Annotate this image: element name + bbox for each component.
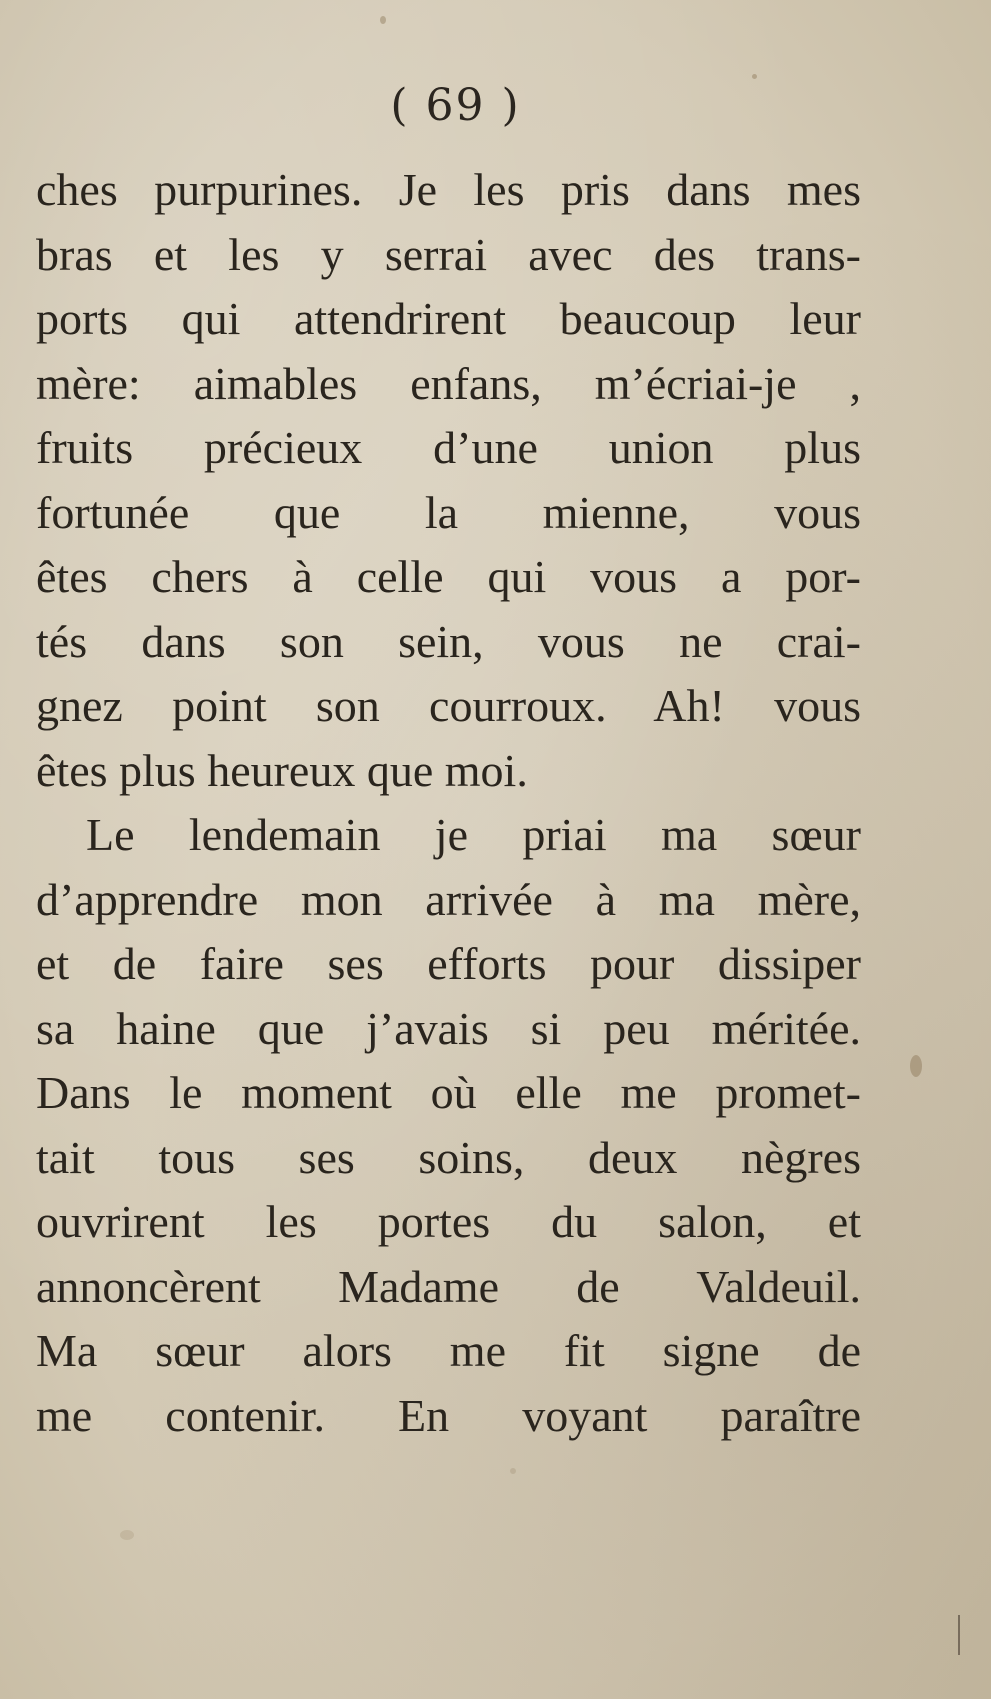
ink-speck (910, 1055, 922, 1077)
ink-speck (510, 1468, 516, 1474)
text-line: êtes chers à celle qui vous a por- (36, 551, 861, 602)
text-line: gnez point son courroux. Ah! vous (36, 680, 861, 731)
text-line: annoncèrent Madame de Valdeuil. (36, 1260, 861, 1312)
ink-speck (752, 74, 757, 79)
text-line: tés dans son sein, vous ne crai- (36, 615, 861, 667)
page-number: ( 69 ) (390, 80, 521, 131)
text-line: mère: aimables enfans, m’écriai-je , (36, 357, 861, 409)
text-line: d’apprendre mon arrivée à ma mère, (36, 873, 861, 925)
text-line: Le lendemain je priai ma sœur (86, 809, 861, 860)
ink-speck (120, 1530, 134, 1540)
text-line: me contenir. En voyant paraître (36, 1389, 861, 1441)
text-line: fruits précieux d’une union plus (36, 422, 861, 473)
text-line: Ma sœur alors me fit signe de (36, 1325, 861, 1376)
text-line: et de faire ses efforts pour dissiper (36, 938, 861, 989)
text-line: ports qui attendrirent beaucoup leur (36, 293, 861, 344)
text-line: sa haine que j’avais si peu méritée. (36, 1002, 861, 1054)
text-line: bras et les y serrai avec des trans- (36, 228, 861, 280)
text-line: ches purpurines. Je les pris dans mes (36, 164, 861, 215)
text-line: Dans le moment où elle me promet- (36, 1067, 861, 1118)
body-text (36, 158, 861, 1448)
text-line: ouvrirent les portes du salon, et (36, 1196, 861, 1247)
text-line: tait tous ses soins, deux nègres (36, 1131, 861, 1183)
ink-speck (380, 16, 386, 24)
text-line: êtes plus heureux que moi. (36, 744, 528, 796)
text-line: fortunée que la mienne, vous (36, 486, 861, 538)
margin-scratch (958, 1615, 960, 1655)
